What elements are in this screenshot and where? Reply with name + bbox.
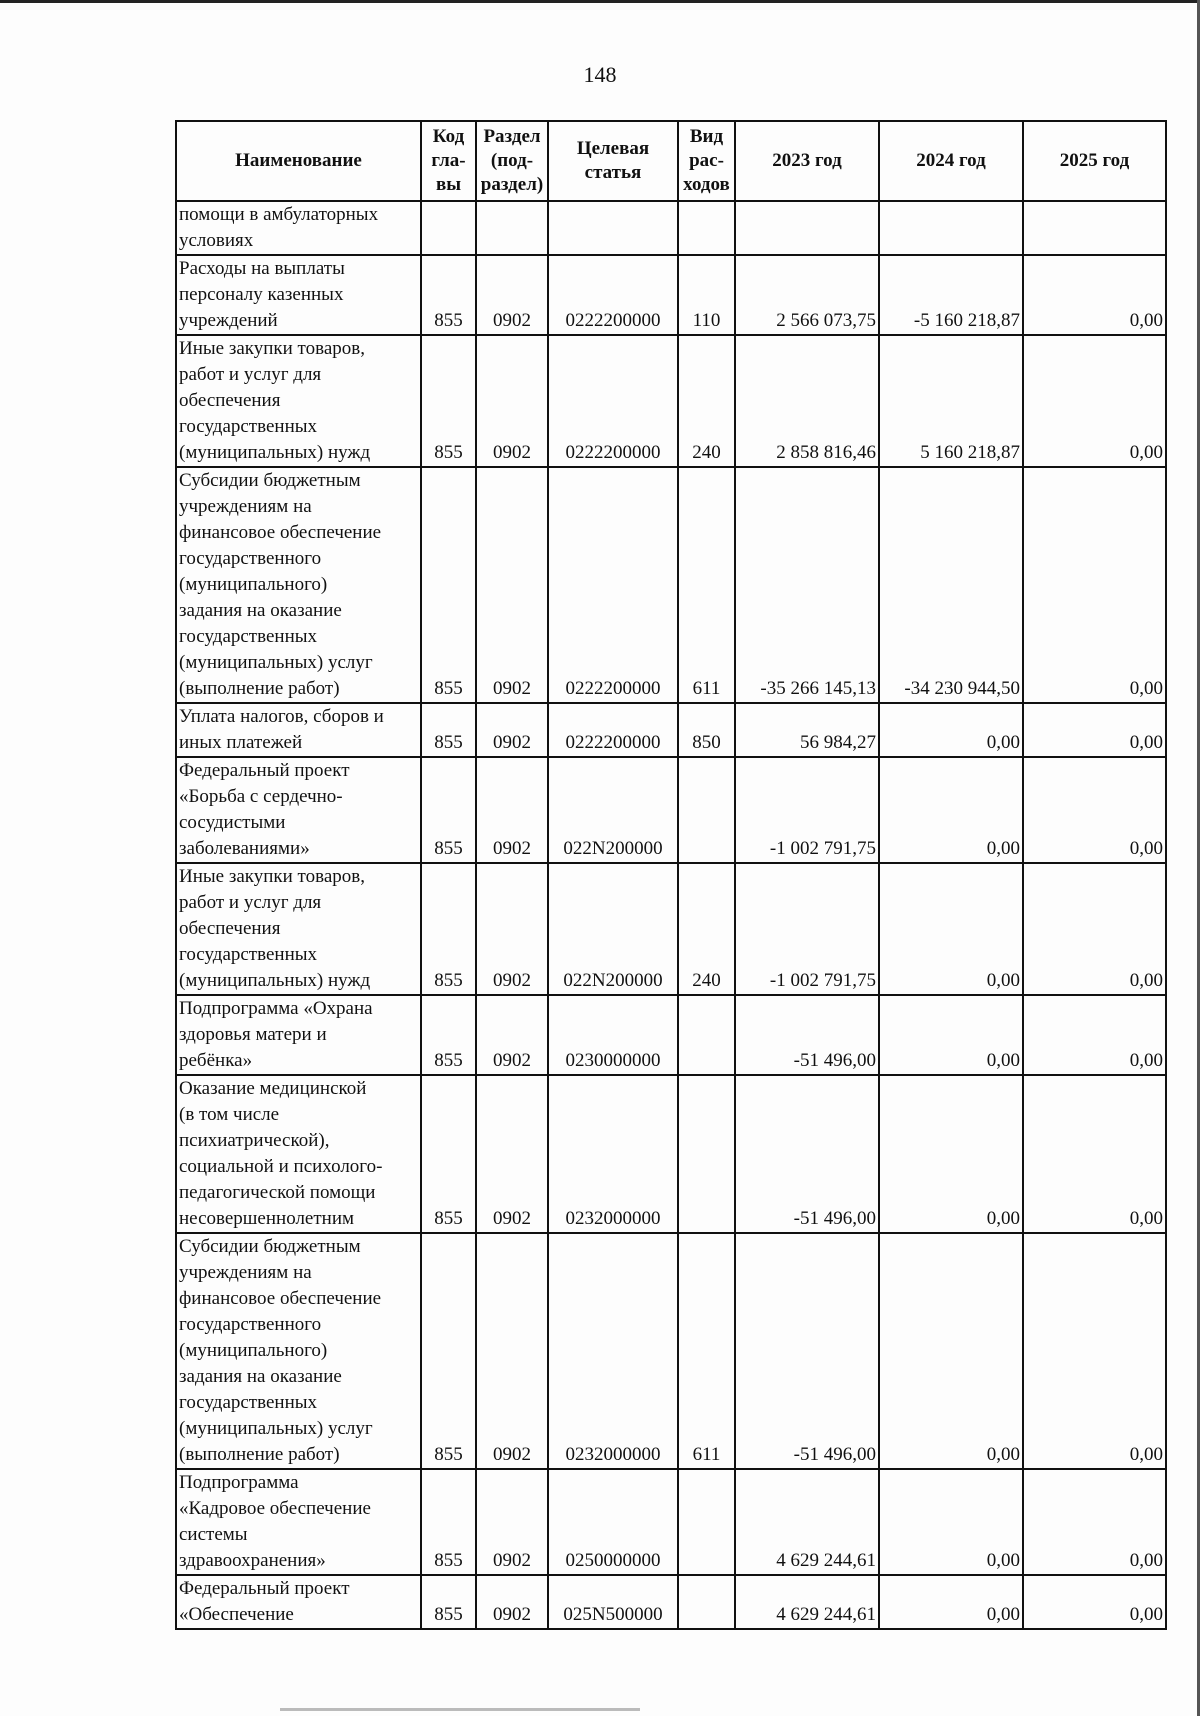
cell-2025: 0,00 [1023, 255, 1166, 335]
cell-name-line: (муниципального) [179, 574, 328, 595]
cell-2024: 0,00 [879, 1469, 1023, 1575]
cell-code [421, 201, 476, 255]
cell-2024: 0,00 [879, 757, 1023, 863]
cell-2025: 0,00 [1023, 1233, 1166, 1469]
cell-section: 0902 [476, 703, 548, 757]
cell-name [176, 1575, 421, 1629]
cell-2024: 0,00 [879, 703, 1023, 757]
cell-article: 0232000000 [548, 1233, 678, 1469]
cell-code: 855 [421, 1469, 476, 1575]
page-top-edge [0, 0, 1200, 3]
cell-code: 855 [421, 703, 476, 757]
cell-name [176, 255, 421, 335]
cell-name-line: сосудистыми [179, 812, 286, 833]
cell-name-line: задания на оказание [179, 1366, 342, 1387]
cell-2023: -1 002 791,75 [735, 757, 879, 863]
cell-2024: 0,00 [879, 1233, 1023, 1469]
cell-2024: 0,00 [879, 1075, 1023, 1233]
cell-name-line: персоналу казенных [179, 284, 344, 305]
cell-code: 855 [421, 1575, 476, 1629]
cell-2023 [735, 201, 879, 255]
cell-section: 0902 [476, 757, 548, 863]
cell-kind [678, 1575, 735, 1629]
cell-name-line: «Кадровое обеспечение [179, 1498, 371, 1519]
cell-name-line: финансовое обеспечение [179, 1288, 382, 1309]
cell-article: 0222200000 [548, 255, 678, 335]
cell-2023: 56 984,27 [735, 703, 879, 757]
cell-article: 0232000000 [548, 1075, 678, 1233]
cell-name-line: педагогической помощи [179, 1182, 376, 1203]
cell-kind: 611 [678, 1233, 735, 1469]
cell-name-line: «Обеспечение [179, 1604, 294, 1625]
cell-name-line: обеспечения [179, 918, 281, 939]
cell-kind: 110 [678, 255, 735, 335]
table-body [176, 201, 1166, 1629]
cell-name-line: Подпрограмма «Охрана [179, 998, 373, 1019]
cell-code: 855 [421, 863, 476, 995]
cell-2025: 0,00 [1023, 335, 1166, 467]
cell-2023: 4 629 244,61 [735, 1469, 879, 1575]
cell-2023: 2 858 816,46 [735, 335, 879, 467]
cell-name-line: (муниципальных) услуг [179, 1418, 373, 1439]
cell-2024: 0,00 [879, 995, 1023, 1075]
cell-code: 855 [421, 255, 476, 335]
cell-name [176, 757, 421, 863]
cell-2024: -34 230 944,50 [879, 467, 1023, 703]
cell-code: 855 [421, 335, 476, 467]
table-row [176, 335, 1166, 467]
cell-kind [678, 1469, 735, 1575]
header-section: Раздел (под- раздел) [476, 121, 548, 201]
table-row [176, 863, 1166, 995]
cell-name-line: ребёнка» [179, 1050, 253, 1071]
cell-2025: 0,00 [1023, 995, 1166, 1075]
cell-name [176, 467, 421, 703]
cell-2023: -51 496,00 [735, 995, 879, 1075]
cell-name [176, 1233, 421, 1469]
cell-kind: 240 [678, 335, 735, 467]
cell-name [176, 1075, 421, 1233]
table-row [176, 1469, 1166, 1575]
cell-section: 0902 [476, 335, 548, 467]
cell-name-line: помощи в амбулаторных [179, 204, 379, 225]
cell-name-line: здоровья матери и [179, 1024, 327, 1045]
cell-kind: 611 [678, 467, 735, 703]
cell-name-line: работ и услуг для [179, 364, 322, 385]
table-row [176, 1075, 1166, 1233]
cell-name-line: государственного [179, 1314, 322, 1335]
cell-article: 022N200000 [548, 863, 678, 995]
cell-name-line: работ и услуг для [179, 892, 322, 913]
cell-2025: 0,00 [1023, 1075, 1166, 1233]
cell-kind [678, 757, 735, 863]
cell-section: 0902 [476, 1075, 548, 1233]
cell-article: 0222200000 [548, 467, 678, 703]
cell-2025: 0,00 [1023, 703, 1166, 757]
cell-name-line: несовершеннолетним [179, 1208, 355, 1229]
cell-name-line: учреждениям на [179, 496, 312, 517]
cell-code: 855 [421, 1233, 476, 1469]
cell-2024: 0,00 [879, 1575, 1023, 1629]
cell-name-line: Иные закупки товаров, [179, 866, 365, 887]
cell-section [476, 201, 548, 255]
cell-article: 025N500000 [548, 1575, 678, 1629]
cell-2025: 0,00 [1023, 1469, 1166, 1575]
header-2023: 2023 год [735, 121, 879, 201]
cell-2024: -5 160 218,87 [879, 255, 1023, 335]
cell-2024: 0,00 [879, 863, 1023, 995]
cell-section: 0902 [476, 1233, 548, 1469]
cell-name-line: государственных [179, 416, 318, 437]
cell-name-line: (муниципального) [179, 1340, 328, 1361]
cell-kind: 850 [678, 703, 735, 757]
table-header-row [176, 121, 1166, 201]
header-article: Целевая статья [548, 121, 678, 201]
cell-name-line: заболеваниями» [179, 838, 310, 859]
cell-section: 0902 [476, 467, 548, 703]
header-kind: Вид рас- ходов [678, 121, 735, 201]
cell-name-line: финансовое обеспечение [179, 522, 382, 543]
cell-name-line: Уплата налогов, сборов и [179, 706, 384, 727]
cell-name-line: государственных [179, 1392, 318, 1413]
cell-name-line: Оказание медицинской [179, 1078, 367, 1099]
cell-name-line: Подпрограмма [179, 1472, 299, 1493]
cell-name-line: государственных [179, 626, 318, 647]
cell-name-line: Субсидии бюджетным [179, 1236, 361, 1257]
cell-kind: 240 [678, 863, 735, 995]
header-2025: 2025 год [1023, 121, 1166, 201]
cell-2023: -51 496,00 [735, 1075, 879, 1233]
table-row [176, 703, 1166, 757]
cell-name-line: условиях [179, 230, 254, 251]
scan-artifact-line [280, 1708, 640, 1711]
cell-name [176, 703, 421, 757]
cell-name-line: учреждениям на [179, 1262, 312, 1283]
cell-name [176, 201, 421, 255]
cell-kind [678, 1075, 735, 1233]
cell-2025 [1023, 201, 1166, 255]
header-code: Код гла- вы [421, 121, 476, 201]
cell-name-line: «Борьба с сердечно- [179, 786, 343, 807]
cell-name-line: психиатрической), [179, 1130, 330, 1151]
cell-name [176, 335, 421, 467]
header-name: Наименование [176, 121, 421, 201]
cell-name-line: государственного [179, 548, 322, 569]
cell-name-line: (муниципальных) нужд [179, 970, 371, 991]
cell-2023: 2 566 073,75 [735, 255, 879, 335]
cell-2024: 5 160 218,87 [879, 335, 1023, 467]
cell-name-line: (выполнение работ) [179, 1444, 340, 1465]
cell-section: 0902 [476, 863, 548, 995]
cell-name-line: Расходы на выплаты [179, 258, 345, 279]
cell-2023: -35 266 145,13 [735, 467, 879, 703]
cell-name-line: здравоохранения» [179, 1550, 326, 1571]
cell-name-line: социальной и психолого- [179, 1156, 383, 1177]
cell-section: 0902 [476, 1575, 548, 1629]
cell-article: 022N200000 [548, 757, 678, 863]
cell-2023: 4 629 244,61 [735, 1575, 879, 1629]
cell-2025: 0,00 [1023, 757, 1166, 863]
table-row [176, 1233, 1166, 1469]
cell-2024 [879, 201, 1023, 255]
table-row [176, 757, 1166, 863]
cell-name-line: обеспечения [179, 390, 281, 411]
cell-name-line: Федеральный проект [179, 1578, 350, 1599]
cell-2025: 0,00 [1023, 863, 1166, 995]
cell-name-line: (муниципальных) нужд [179, 442, 371, 463]
budget-table [175, 120, 1167, 1630]
cell-name [176, 863, 421, 995]
cell-2025: 0,00 [1023, 1575, 1166, 1629]
cell-2023: -1 002 791,75 [735, 863, 879, 995]
cell-name-line: учреждений [179, 310, 278, 331]
cell-code: 855 [421, 757, 476, 863]
cell-article: 0250000000 [548, 1469, 678, 1575]
table-row [176, 201, 1166, 255]
cell-name-line: Субсидии бюджетным [179, 470, 361, 491]
cell-article: 0222200000 [548, 335, 678, 467]
cell-name-line: государственных [179, 944, 318, 965]
table-row [176, 1575, 1166, 1629]
cell-2025: 0,00 [1023, 467, 1166, 703]
cell-code: 855 [421, 1075, 476, 1233]
cell-name-line: Иные закупки товаров, [179, 338, 365, 359]
cell-name-line: (муниципальных) услуг [179, 652, 373, 673]
cell-code: 855 [421, 467, 476, 703]
cell-kind [678, 995, 735, 1075]
cell-kind [678, 201, 735, 255]
cell-code: 855 [421, 995, 476, 1075]
cell-name-line: Федеральный проект [179, 760, 350, 781]
table-row [176, 467, 1166, 703]
page-number: 148 [583, 62, 617, 87]
cell-article [548, 201, 678, 255]
cell-name [176, 1469, 421, 1575]
cell-name-line: (в том числе [179, 1104, 280, 1125]
cell-name-line: иных платежей [179, 732, 303, 753]
cell-section: 0902 [476, 255, 548, 335]
cell-name-line: (выполнение работ) [179, 678, 340, 699]
table-row [176, 995, 1166, 1075]
cell-name-line: задания на оказание [179, 600, 342, 621]
cell-article: 0222200000 [548, 703, 678, 757]
cell-section: 0902 [476, 1469, 548, 1575]
cell-section: 0902 [476, 995, 548, 1075]
cell-name [176, 995, 421, 1075]
cell-2023: -51 496,00 [735, 1233, 879, 1469]
cell-name-line: системы [179, 1524, 248, 1545]
header-2024: 2024 год [879, 121, 1023, 201]
cell-article: 0230000000 [548, 995, 678, 1075]
table-row [176, 255, 1166, 335]
